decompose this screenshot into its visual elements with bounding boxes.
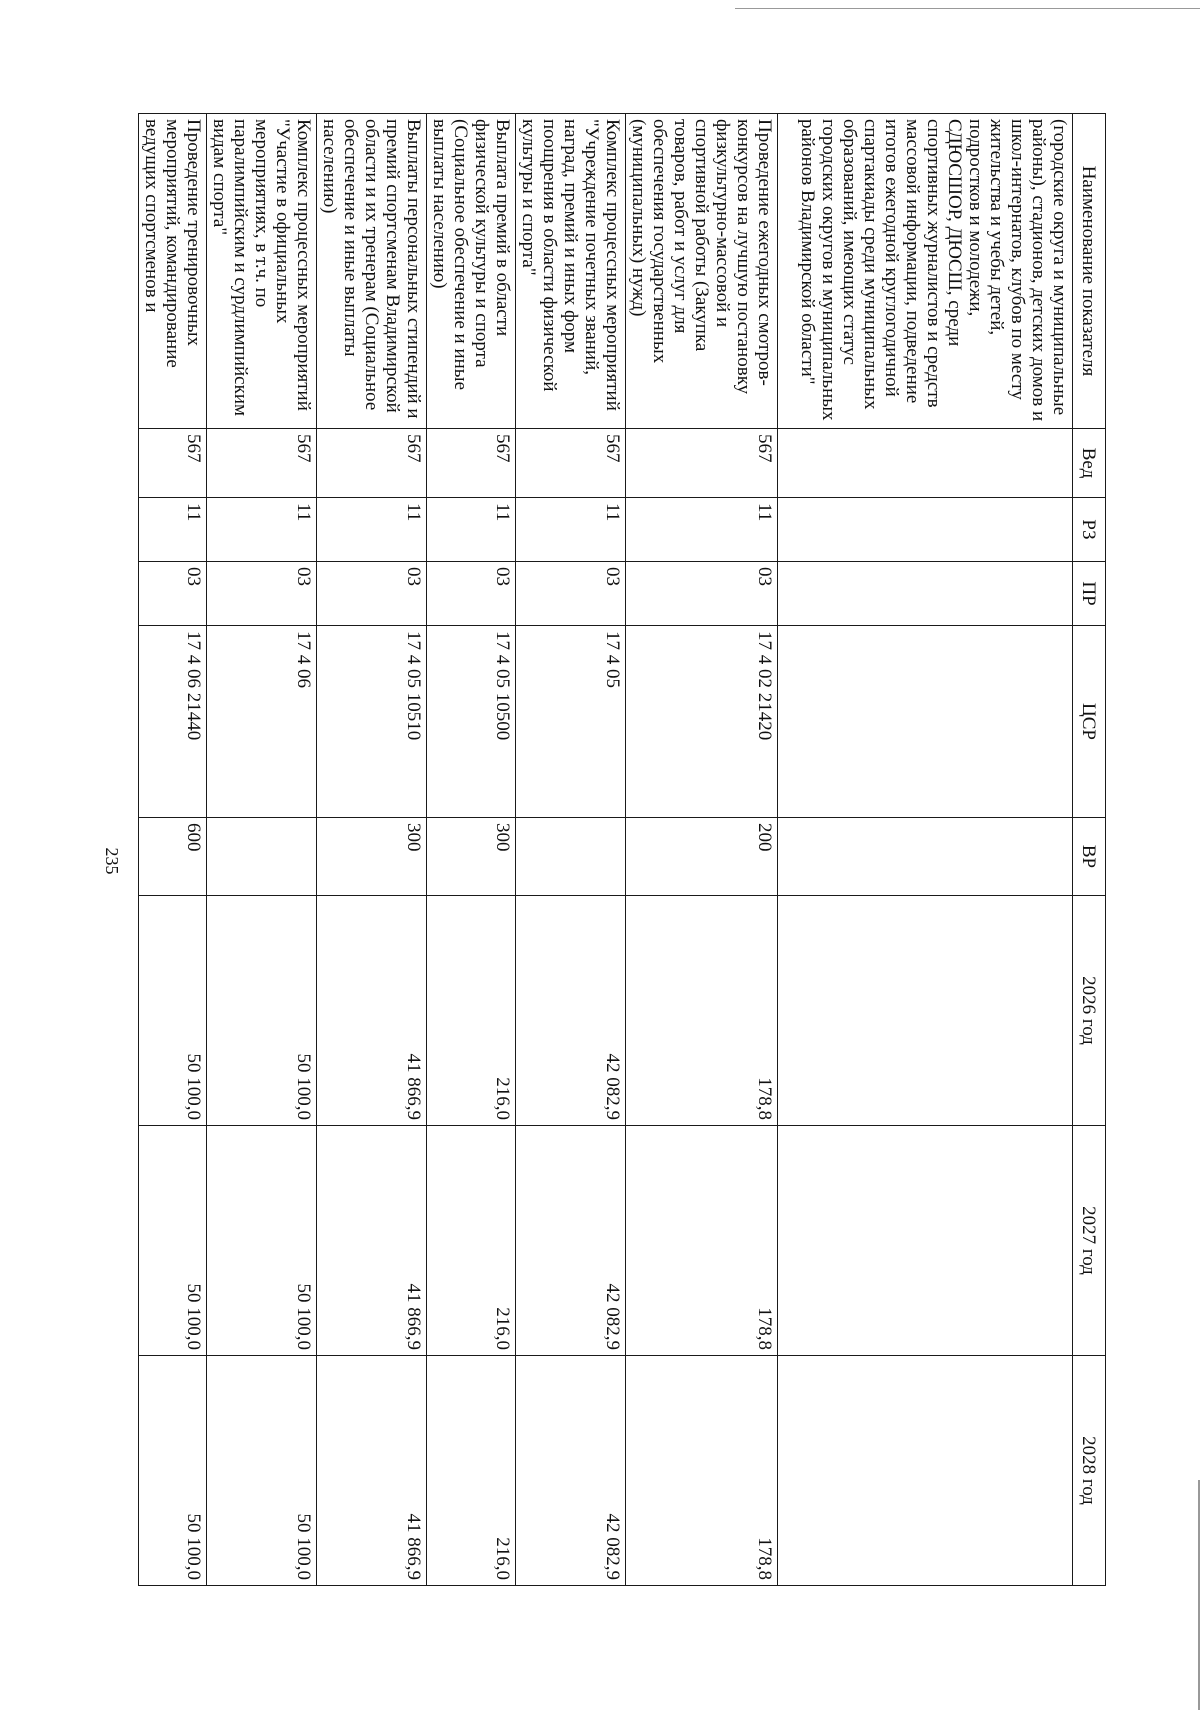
cell-csr: 17 4 05	[516, 626, 626, 818]
cell-2027: 50 100,0	[139, 1126, 207, 1356]
table-row	[626, 114, 778, 1586]
cell-name: Проведение тренировочных мероприятий, командирование ведущих спортсменов и	[139, 114, 207, 429]
cell-ved: 567	[626, 429, 778, 498]
cell-csr	[778, 626, 1073, 818]
cell-2026: 216,0	[427, 896, 516, 1126]
cell-2027: 50 100,0	[207, 1126, 317, 1356]
cell-2028: 42 082,9	[516, 1356, 626, 1586]
cell-csr: 17 4 02 21420	[626, 626, 778, 818]
cell-name: Комплекс процессных мероприятий "Участие в официальных мероприятиях, в т.ч. по паралимпийским и сурдлимпийским видам спорта"	[207, 114, 317, 429]
cell-pr: 03	[427, 562, 516, 626]
page-number: 235	[102, 847, 122, 875]
cell-pr: 03	[207, 562, 317, 626]
header-ved: Вед	[1073, 429, 1106, 498]
table-row	[317, 114, 427, 1586]
cell-rz: 11	[207, 498, 317, 562]
table-row	[427, 114, 516, 1586]
header-csr: ЦСР	[1073, 626, 1106, 818]
cell-ved: 567	[516, 429, 626, 498]
cell-ved: 567	[317, 429, 427, 498]
header-2027: 2027 год	[1073, 1126, 1106, 1356]
cell-pr	[778, 562, 1073, 626]
table-row	[139, 114, 207, 1586]
table-header-row	[1073, 114, 1106, 1586]
cell-vr	[516, 818, 626, 896]
cell-2027: 41 866,9	[317, 1126, 427, 1356]
header-rz: РЗ	[1073, 498, 1106, 562]
cell-csr: 17 4 05 10510	[317, 626, 427, 818]
cell-vr: 300	[317, 818, 427, 896]
cell-csr: 17 4 06	[207, 626, 317, 818]
cell-name: Выплаты персональных стипендий и премий спортсменам Владимирской области и их тренерам (Социальное обеспечение и иные выплаты населению)	[317, 114, 427, 429]
table-row	[778, 114, 1073, 1586]
cell-2026: 178,8	[626, 896, 778, 1126]
cell-2026	[778, 896, 1073, 1126]
header-2026: 2026 год	[1073, 896, 1106, 1126]
scan-mark-top	[735, 8, 1200, 9]
header-2028: 2028 год	[1073, 1356, 1106, 1586]
cell-2028: 178,8	[626, 1356, 778, 1586]
cell-csr: 17 4 06 21440	[139, 626, 207, 818]
cell-rz	[778, 498, 1073, 562]
cell-2026: 50 100,0	[207, 896, 317, 1126]
cell-ved: 567	[139, 429, 207, 498]
table-row	[207, 114, 317, 1586]
budget-table	[138, 113, 1106, 1586]
cell-ved	[778, 429, 1073, 498]
cell-2027: 42 082,9	[516, 1126, 626, 1356]
cell-rz: 11	[516, 498, 626, 562]
cell-vr: 300	[427, 818, 516, 896]
cell-rz: 11	[139, 498, 207, 562]
cell-pr: 03	[516, 562, 626, 626]
header-pr: ПР	[1073, 562, 1106, 626]
cell-name: Проведение ежегодных смотров-конкурсов на лучшую постановку физкультурно-массовой и спортивной работы (Закупка товаров, работ и услуг для обеспечения государственных (муниципальных) нужд)	[626, 114, 778, 429]
cell-2026: 50 100,0	[139, 896, 207, 1126]
cell-name: Выплата премий в области физической культуры и спорта (Социальное обеспечение и иные выплаты населению)	[427, 114, 516, 429]
cell-rz: 11	[427, 498, 516, 562]
cell-2028: 41 866,9	[317, 1356, 427, 1586]
table-row	[516, 114, 626, 1586]
cell-rz: 11	[626, 498, 778, 562]
cell-name: (городские округа и муниципальные районы), стадионов, детских домов и школ-интернатов, клубов по месту жительства и учебы детей, подростков и молодежи, СДЮСШОР, ДЮСШ, среди спортивных журналистов и средств массовой информации, подведение итогов ежегодной круглогодичной спартакиады среди муниципальных образований, имеющих статус городских округов и муниципальных районов Владимирской области"	[778, 114, 1073, 429]
cell-name: Комплекс процессных мероприятий "Учреждение почетных званий, наград, премий и иных форм поощрения в области физической культуры и спорта"	[516, 114, 626, 429]
header-vr: ВР	[1073, 818, 1106, 896]
cell-2027: 216,0	[427, 1126, 516, 1356]
cell-2026: 42 082,9	[516, 896, 626, 1126]
cell-ved: 567	[427, 429, 516, 498]
cell-vr	[207, 818, 317, 896]
cell-pr: 03	[626, 562, 778, 626]
cell-2028: 216,0	[427, 1356, 516, 1586]
cell-pr: 03	[317, 562, 427, 626]
header-name: Наименование показателя	[1073, 114, 1106, 429]
cell-2026: 41 866,9	[317, 896, 427, 1126]
cell-vr: 200	[626, 818, 778, 896]
budget-table-wrapper	[141, 113, 1106, 1585]
cell-2028: 50 100,0	[139, 1356, 207, 1586]
cell-csr: 17 4 05 10500	[427, 626, 516, 818]
cell-2027	[778, 1126, 1073, 1356]
cell-vr: 600	[139, 818, 207, 896]
cell-2028	[778, 1356, 1073, 1586]
cell-pr: 03	[139, 562, 207, 626]
cell-2028: 50 100,0	[207, 1356, 317, 1586]
cell-ved: 567	[207, 429, 317, 498]
cell-rz: 11	[317, 498, 427, 562]
cell-vr	[778, 818, 1073, 896]
cell-2027: 178,8	[626, 1126, 778, 1356]
